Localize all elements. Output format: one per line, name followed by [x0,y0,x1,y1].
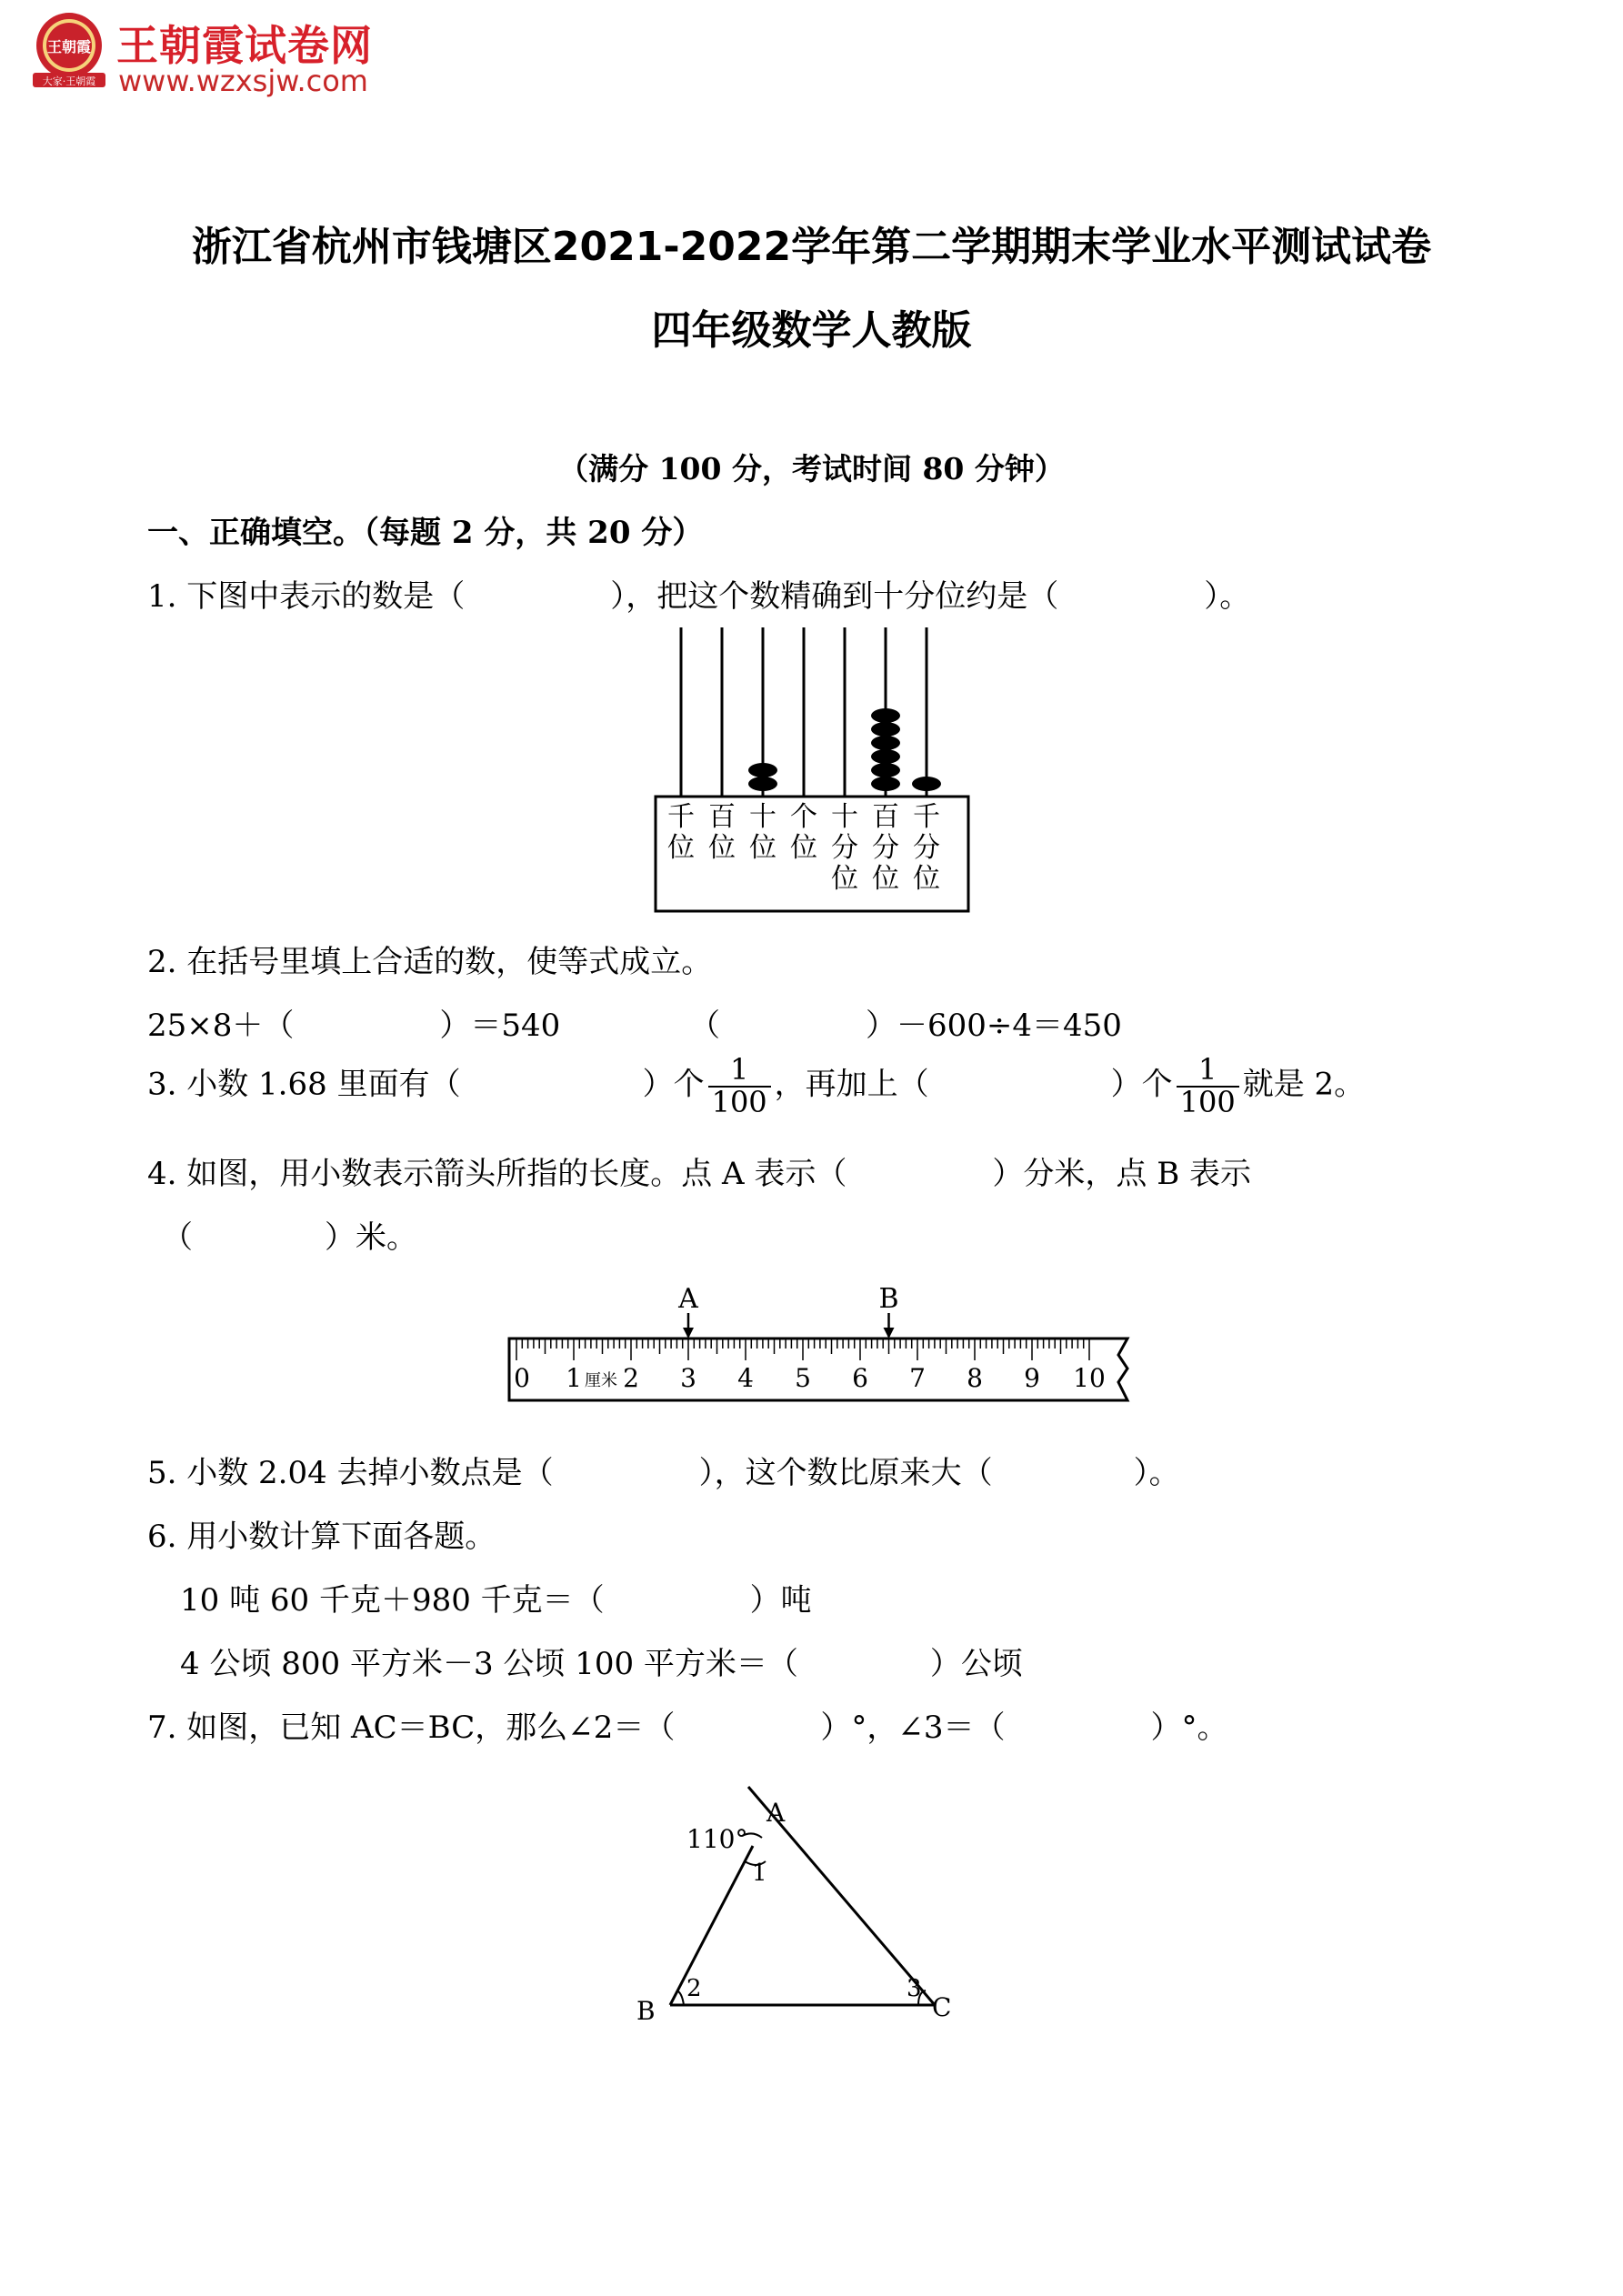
abacus-label-char: 百 [708,801,736,833]
ruler-number: 0 [514,1363,530,1393]
ruler-number: 1 [566,1363,582,1393]
exam-title: 浙江省杭州市钱塘区2021-2022学年第二学期期末学业水平测试试卷 [191,224,1432,270]
abacus-label-char: 百 [872,801,899,833]
abacus-label-char: 十 [831,801,858,833]
abacus-label-char: 分 [831,832,858,864]
ruler-number: 4 [737,1363,754,1393]
question-2-eq1: 25×8＋（ ）＝540 [147,1008,561,1044]
side-ab [670,1846,753,2005]
abacus-label-char: 位 [708,832,736,864]
ruler-number: 2 [623,1363,639,1393]
abacus-label-char: 千 [913,801,940,833]
fraction-1-100: $\frac{1}{100}$ [1177,1055,1239,1118]
point-b-label: B [878,1283,899,1315]
abacus-bead [871,749,900,764]
ruler-figure [500,1282,1137,1428]
abacus-label-char: 位 [872,863,899,895]
abacus-bead [871,777,900,791]
section-heading: 一、正确填空。（每题 2 分，共 20 分） [147,515,704,551]
brand-name: 王朝霞试卷网 [116,21,373,70]
question-6: 6. 用小数计算下面各题。 [147,1519,496,1555]
ruler-number: 7 [909,1363,926,1393]
brand-logo [27,7,111,95]
vertex-c-label: C [932,1992,952,2022]
abacus-figure [650,627,977,918]
point-arrowhead [683,1328,694,1338]
question-5: 5. 小数 2.04 去掉小数点是（ ），这个数比原来大（ ）。 [147,1455,1180,1491]
point-arrowhead [884,1328,895,1338]
ruler-number: 9 [1024,1363,1040,1393]
abacus-label-char: 十 [749,801,776,833]
abacus-bead [871,708,900,723]
abacus-label-char: 位 [913,863,940,895]
brand-logo-ribbon: 大家·王朝霞 [42,75,96,87]
exam-note: （满分 100 分，考试时间 80 分钟） [558,451,1065,486]
abacus-bead [748,763,777,777]
ruler-number: 5 [795,1363,811,1393]
vertex-b-label: B [636,1996,656,2026]
abacus-labels [667,801,940,895]
question-1: 1. 下图中表示的数是（ ），把这个数精确到十分位约是（ ）。 [147,578,1251,615]
question-2-eq2: （ ）－600÷4＝450 [689,1008,1122,1044]
abacus-bead [871,722,900,737]
question-7: 7. 如图，已知 AC＝BC，那么∠2＝（ ）°，∠3＝（ ）°。 [147,1709,1228,1746]
question-4-line2: （ ）米。 [162,1219,417,1256]
abacus-label-char: 分 [913,832,940,864]
abacus-bead [871,736,900,750]
exam-subtitle: 四年级数学人教版 [651,307,972,354]
abacus-label-char: 位 [667,832,695,864]
angle-110-label: 110° [686,1824,748,1854]
abacus-label-char: 个 [790,801,817,833]
question-6-line2: 4 公顷 800 平方米－3 公顷 100 平方米＝（ ）公顷 [180,1646,1023,1682]
brand-logo-text: 王朝霞 [46,38,92,55]
question-6-line1: 10 吨 60 千克＋980 千克＝（ ）吨 [180,1582,812,1619]
ruler-number: 10 [1073,1363,1106,1393]
triangle-figure [618,1778,982,2032]
abacus-label-char: 千 [667,801,695,833]
vertex-a-label: A [766,1798,786,1828]
ruler-unit: 厘米 [585,1371,617,1390]
fraction-1-100: $\frac{1}{100}$ [708,1055,771,1118]
angle-3-label: 3 [907,1975,922,2002]
abacus-bead [748,777,777,791]
abacus-label-char: 分 [872,832,899,864]
ruler-number: 6 [852,1363,868,1393]
abacus-bead [871,763,900,777]
abacus-label-char: 位 [749,832,776,864]
angle-1-label: 1 [752,1860,767,1887]
angle-2-label: 2 [686,1975,702,2002]
ruler-number: 8 [967,1363,983,1393]
abacus-label-char: 位 [790,832,817,864]
ruler-ticks [516,1338,1089,1360]
point-a-label: A [678,1283,698,1315]
question-4: 4. 如图，用小数表示箭头所指的长度。点 A 表示（ ）分米，点 B 表示 [147,1156,1252,1192]
brand-url: www.wzxsjw.com [118,64,368,98]
abacus-label-char: 位 [831,863,858,895]
ruler-number: 3 [680,1363,696,1393]
question-3: 3. 小数 1.68 里面有（ ）个 $\frac{1}{100}$ ，再加上（ ）个 $\frac{1}{100}$ 就是 2。 [147,1052,1366,1119]
question-2: 2. 在括号里填上合适的数，使等式成立。 [147,944,713,980]
abacus-bead [912,777,941,791]
